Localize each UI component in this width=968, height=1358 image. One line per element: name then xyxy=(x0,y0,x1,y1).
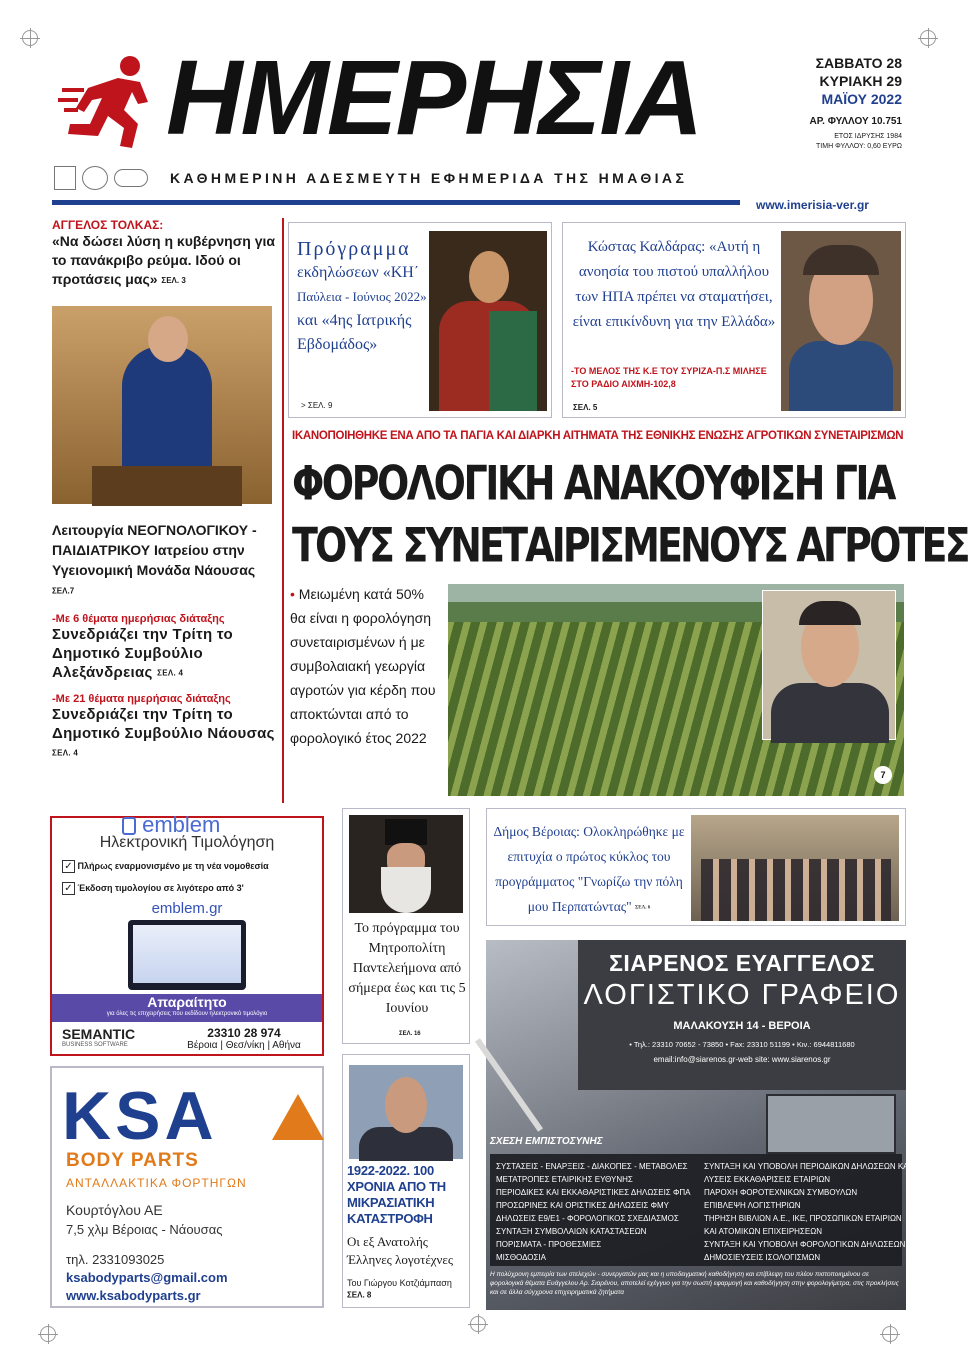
group-photo xyxy=(691,815,899,921)
main-headline[interactable] xyxy=(292,452,968,573)
masthead-subtitle: ΚΑΘΗΜΕΡΙΝΗ ΑΔΕΣΜΕΥΤΗ ΕΦΗΜΕΡΙΔΑ ΤΗΣ ΗΜΑΘΙΑΣ xyxy=(170,170,688,186)
ksa-body-parts: BODY PARTS xyxy=(66,1150,199,1171)
ksa-email[interactable]: ksabodyparts@gmail.com xyxy=(66,1270,228,1285)
asia-minor-sub: Οι εξ Ανατολής Έλληνες λογοτέχνες xyxy=(347,1234,454,1267)
emblem-check-text: Πλήρως εναρμονισμένο με τη νέα νομοθεσία xyxy=(77,861,269,871)
saint-paul-icon-image xyxy=(429,231,547,411)
photo-face xyxy=(385,1077,427,1133)
asia-minor-headline: 1922-2022. 100 ΧΡΟΝΙΑ ΑΠΟ ΤΗ ΜΙΚΡΑΣΙΑΤΙΚΗ ΚΑΤΑΣΤΡΟΦΗ xyxy=(347,1163,446,1226)
services-panel xyxy=(490,1154,930,1266)
services-left xyxy=(496,1160,696,1264)
emblem-ad[interactable] xyxy=(50,812,324,1056)
page-ref: ΣΕΛ. 4 xyxy=(157,668,184,678)
website-link[interactable]: www.imerisia-ver.gr xyxy=(756,198,869,212)
emblem-cities: Βέροια | Θεσ/νίκη | Αθήνα xyxy=(187,1040,301,1051)
story-headline[interactable] xyxy=(52,520,278,601)
program-line: εκδηλώσεων «ΚΗ΄ xyxy=(297,264,420,281)
page-ref: 7 xyxy=(874,766,892,784)
service-item: ΜΕΤΑΤΡΟΠΕΣ ΕΤΑΙΡΙΚΗΣ ΕΥΘΥΝΗΣ xyxy=(496,1175,633,1184)
emblem-check xyxy=(62,860,269,873)
photo-beard xyxy=(381,867,431,913)
service-item: ΠΑΡΟΧΗ ΦΟΡΟΤΕΧΝΙΚΩΝ ΣΥΜΒΟΥΛΩΝ xyxy=(704,1188,858,1197)
page-ref: ΣΕΛ. 3 xyxy=(161,275,186,285)
page-ref: ΣΕΛ. 6 xyxy=(635,905,651,911)
story-kicker: ΑΓΓΕΛΟΣ ΤΟΛΚΑΣ: xyxy=(52,218,164,232)
main-kicker: ΙΚΑΝΟΠΟΙΗΘΗΚΕ ΕΝΑ ΑΠΟ ΤΑ ΠΑΓΙΑ ΚΑΙ ΔΙΑΡΚΗ ΑΙΤΗΜΑΤΑ ΤΗΣ ΕΘΝΙΚΗΣ ΕΝΩΣΗΣ ΑΓΡΟΤΙΚΩΝ ΣΥΝΕΤΑΙΡΙΣΜΩΝ xyxy=(292,430,904,442)
service-item: ΕΠΙΒΛΕΨΗ ΛΟΓΙΣΤΗΡΙΩΝ xyxy=(704,1201,801,1210)
registration-mark-icon xyxy=(40,1326,56,1342)
emblem-check xyxy=(62,882,244,895)
badge-icon xyxy=(54,166,76,190)
podium xyxy=(92,466,242,506)
icon-cloak xyxy=(489,311,537,411)
emblem-logo-icon xyxy=(122,817,136,835)
page-ref: ΣΕΛ. 5 xyxy=(573,403,598,412)
story-headline-text: Συνεδριάζει την Τρίτη το Δημοτικό Συμβούλιο Νάουσας xyxy=(52,705,275,742)
pen-illustration xyxy=(475,1038,543,1132)
icon-head xyxy=(469,251,509,303)
founded-year: ΕΤΟΣ ΙΔΡΥΣΗΣ 1984 xyxy=(834,133,902,140)
program-line: Εβδομάδος» xyxy=(297,336,378,353)
program-line: Πρόγραμμα xyxy=(297,238,411,260)
person-head xyxy=(148,316,188,362)
left-column xyxy=(52,218,278,290)
masthead-title: ΗΜΕΡΗΣΙΑ xyxy=(166,39,702,157)
date-line: ΜΑΪΟΥ 2022 xyxy=(821,91,902,107)
story-kicker: -Με 21 θέματα ημερήσιας διάταξης xyxy=(52,692,231,705)
veria-text xyxy=(491,819,687,920)
ksa-web[interactable]: www.ksabodyparts.gr xyxy=(66,1288,201,1303)
page-ref: ΣΕΛ.7 xyxy=(52,586,75,596)
badge-icon xyxy=(82,166,108,190)
siarenos-office: ΛΟΓΙΣΤΙΚΟ ΓΡΑΦΕΙΟ xyxy=(583,979,901,1011)
veria-box[interactable] xyxy=(486,808,906,926)
services-right xyxy=(704,1160,930,1264)
page-ref: ΣΕΛ. 16 xyxy=(399,1031,421,1037)
veria-text-body: Δήμος Βέροιας: Ολοκληρώθηκε με επιτυχία ο πρώτος κύκλος του προγράμματος "Γνωρίζω την πόλη μου Περπατώντας" xyxy=(493,824,685,914)
asia-minor-author xyxy=(347,1277,471,1302)
story-headline-text: «Να δώσει λύση η κυβέρνηση για το πανάκριβο ρεύμα. Ιδού οι προτάσεις μας» xyxy=(52,233,276,287)
ksa-ad[interactable] xyxy=(50,1066,324,1308)
author-name: Του Γιώργου Κοτζιάμπαση xyxy=(347,1278,452,1288)
page-ref: ΣΕΛ. 8 xyxy=(347,1290,372,1300)
service-item: ΠΕΡΙΟΔΙΚΕΣ ΚΑΙ ΕΚΚΑΘΑΡΙΣΤΙΚΕΣ ΔΗΛΩΣΕΙΣ ΦΠΑ xyxy=(496,1188,691,1197)
program-text xyxy=(297,237,427,357)
main-headline-line: ΦΟΡΟΛΟΓΙΚΗ ΑΝΑΚΟΥΦΙΣΗ ΓΙΑ xyxy=(292,455,894,511)
siarenos-ad[interactable] xyxy=(486,940,930,1310)
service-item: ΣΥΝΤΑΞΗ ΣΥΜΒΟΛΑΙΩΝ ΚΑΤΑΣΤΑΣΕΩΝ xyxy=(496,1227,647,1236)
service-item: ΔΗΜΟΣΙΕΥΣΕΙΣ ΙΣΟΛΟΓΙΣΜΩΝ xyxy=(704,1253,821,1262)
tolkas-photo xyxy=(52,306,272,504)
monitor-illustration xyxy=(128,920,246,990)
monitor-screen xyxy=(133,925,241,983)
emblem-banner-sub: για όλες τις επιχειρήσεις που εκδίδουν ηλεκτρονικό τιμολόγιο xyxy=(106,1011,268,1017)
semantic-sub: BUSINESS SOFTWARE xyxy=(62,1042,128,1048)
photo-people xyxy=(701,859,891,921)
metropolitan-photo xyxy=(349,815,463,913)
page-ref: ΣΕΛ. 4 xyxy=(52,748,79,758)
service-item: ΣΥΝΤΑΞΗ ΚΑΙ ΥΠΟΒΟΛΗ ΠΕΡΙΟΔΙΚΩΝ ΔΗΛΩΣΕΩΝ ΚΑΙ ΗΠΑ xyxy=(704,1162,930,1171)
badge-icon xyxy=(114,169,148,187)
semantic-name: SEMANTIC xyxy=(62,1026,136,1042)
ksa-tagline: ΑΝΤΑΛΛΑΚΤΙΚΑ ΦΟΡΤΗΓΩΝ xyxy=(66,1176,247,1190)
masthead-badges xyxy=(54,166,150,192)
service-item: ΣΥΣΤΑΣΕΙΣ - ΕΝΑΡΞΕΙΣ - ΔΙΑΚΟΠΕΣ - ΜΕΤΑΒΟΛΕΣ xyxy=(496,1162,688,1171)
siarenos-footer: Η πολύχρονη εμπειρία των στελεχών - συνεργατών μας και η υποδειγματική καθοδήγηση και επίβλεψη του πλέον πιστοποιημένου σε φορολογικά θέματα Ευάγγελου Αρ. Σιαρένου, αποτελεί εχέγγυο για την σωστή εφαρμογή και καθοδήγηση στην φορολογίμετρα, στις προκλήσεις και σε άλλα σύγχρονα επιχειρηματικά ζητήματα xyxy=(490,1271,899,1296)
metropolitan-text: Το πρόγραμμα του Μητροπολίτη Παντελεήμονα από σήμερα έως και τις 5 Ιουνίου xyxy=(348,921,466,1016)
date-line: ΣΑΒΒΑΤΟ 28 xyxy=(815,55,902,71)
photo-shirt xyxy=(789,341,893,411)
inset-hair xyxy=(799,601,861,625)
service-item: ΠΡΟΣΩΡΙΝΕΣ ΚΑΙ ΟΡΙΣΤΙΚΕΣ ΔΗΛΩΣΕΙΣ ΦΜΥ xyxy=(496,1201,669,1210)
emblem-banner xyxy=(52,994,322,1022)
metropolitan-box[interactable] xyxy=(342,808,470,1044)
ksa-triangle-icon xyxy=(272,1094,324,1140)
emblem-phone: 23310 28 974 xyxy=(207,1026,281,1040)
masthead-date xyxy=(770,54,902,150)
ksa-phone: τηλ. 2331093025 xyxy=(66,1252,165,1267)
registration-mark-icon xyxy=(22,30,38,46)
emblem-check-text: Έκδοση τιμολογίου σε λιγότερο από 3' xyxy=(77,883,244,893)
masthead-rule xyxy=(52,200,740,205)
siarenos-address: ΜΑΛΑΚΟΥΣΗ 14 - ΒΕΡΟΙΑ xyxy=(673,1020,811,1032)
service-item: ΣΥΝΤΑΞΗ ΚΑΙ ΥΠΟΒΟΛΗ ΦΟΡΟΛΟΓΙΚΩΝ ΔΗΛΩΣΕΩΝ xyxy=(704,1240,906,1249)
program-line: Παύλεια - Ιούνιος 2022» xyxy=(297,289,427,304)
column-divider xyxy=(282,218,284,803)
program-line: και «4ης Ιατρικής xyxy=(297,312,412,329)
program-box[interactable] xyxy=(288,222,552,418)
issue-number: ΑΡ. ΦΥΛΛΟΥ 10.751 xyxy=(809,116,902,127)
story-headline-text: Λειτουργία ΝΕΟΓΝΟΛΟΓΙΚΟΥ - ΠΑΙΔΙΑΤΡΙΚΟΥ Ιατρείου στην Υγειονομική Μονάδα Νάουσας xyxy=(52,522,257,578)
emblem-url[interactable]: emblem.gr xyxy=(151,900,223,917)
main-body-text: Μειωμένη κατά 50% θα είναι η φορολόγηση συνεταιρισμένων ή με συμβολαιακή γεωργία αγροτών για κέρδη που αποκτώνται από το φορολογικό έτος 2022 xyxy=(290,586,436,746)
kaldaras-photo xyxy=(781,231,901,411)
kaldaras-kicker: -ΤΟ ΜΕΛΟΣ ΤΗΣ Κ.Ε ΤΟΥ ΣΥΡΙΖΑ-Π.Σ ΜΙΛΗΣΕ ΣΤΟ ΡΑΔΙΟ ΑΙΧΜΗ-102,8 xyxy=(571,366,767,389)
siarenos-trust: ΣΧΕΣΗ ΕΜΠΙΣΤΟΣΥΝΗΣ xyxy=(490,1136,603,1147)
checkbox-icon: ✓ xyxy=(62,860,75,873)
photo-hair xyxy=(803,245,879,275)
kaldaras-box[interactable] xyxy=(562,222,906,418)
siarenos-name: ΣΙΑΡΕΝΟΣ ΕΥΑΓΓΕΛΟΣ xyxy=(609,950,875,976)
photo-kalimavkion xyxy=(385,819,427,845)
price: ΤΙΜΗ ΦΥΛΛΟΥ: 0,60 ΕΥΡΩ xyxy=(816,143,902,150)
asia-minor-box[interactable] xyxy=(342,1054,470,1308)
registration-mark-icon xyxy=(470,1316,486,1332)
ksa-logo: KSA xyxy=(62,1078,218,1154)
siarenos-email: email:info@siarenos.gr-web site: www.siarenos.gr xyxy=(653,1055,831,1064)
bullet-icon: • xyxy=(290,586,295,602)
emblem-contact xyxy=(174,1026,314,1051)
emblem-brand-text: emblem xyxy=(142,812,221,837)
emblem-title: Ηλεκτρονική Τιμολόγηση xyxy=(99,834,275,851)
kaldaras-quote: Κώστας Καλδάρας: «Αυτή η ανοησία του πιστού υπαλλήλου των ΗΠΑ πρέπει να σταματήσει, είναι επικίνδυνη για την Ελλάδα» xyxy=(572,239,776,330)
service-item: ΠΟΡΙΣΜΑΤΑ - ΠΡΟΘΕΣΜΙΕΣ xyxy=(496,1240,602,1249)
registration-mark-icon xyxy=(920,30,936,46)
main-headline-line: ΤΟΥΣ ΣΥΝΕΤΑΙΡΙΣΜΕΝΟΥΣ ΑΓΡΟΤΕΣ xyxy=(292,517,968,573)
registration-mark-icon xyxy=(882,1326,898,1342)
runner-logo-icon xyxy=(58,52,162,152)
service-item: ΤΗΡΗΣΗ ΒΙΒΛΙΩΝ Α.Ε., ΙΚΕ, ΠΡΟΣΩΠΙΚΩΝ ΕΤΑΙΡΙΩΝ xyxy=(704,1214,902,1223)
inset-photo xyxy=(762,590,896,740)
author-photo xyxy=(349,1065,463,1159)
service-item: ΛΥΣΕΙΣ ΕΚΚΑΘΑΡΙΣΕΙΣ ΕΤΑΙΡΙΩΝ xyxy=(704,1175,831,1184)
story-headline[interactable] xyxy=(52,625,278,683)
inset-jacket xyxy=(771,683,889,743)
vineyard-photo xyxy=(448,584,904,796)
story-headline-text: Συνεδριάζει την Τρίτη το Δημοτικό Συμβούλιο Αλεξάνδρειας xyxy=(52,626,233,682)
emblem-banner-text: Απαραίτητο xyxy=(147,994,227,1010)
semantic-logo xyxy=(62,1026,135,1048)
service-item: ΚΑΙ ΑΤΟΜΙΚΩΝ ΕΠΙΧΕΙΡΗΣΕΩΝ xyxy=(704,1227,822,1236)
story-kicker: -Με 6 θέματα ημερήσιας διάταξης xyxy=(52,613,225,626)
story-headline[interactable] xyxy=(52,232,278,290)
main-body xyxy=(290,582,440,750)
page-ref: > ΣΕΛ. 9 xyxy=(301,401,333,410)
laptop-illustration xyxy=(766,1094,896,1154)
ksa-company: Κουρτόγλου ΑΕ xyxy=(66,1202,163,1218)
story-headline[interactable] xyxy=(52,705,278,763)
ksa-address: 7,5 χλμ Βέροιας - Νάουσας xyxy=(66,1222,223,1237)
date-line: ΚΥΡΙΑΚΗ 29 xyxy=(819,73,902,89)
siarenos-contacts: • Τηλ.: 23310 70652 - 73850 • Fax: 23310 51199 • Κιν.: 6944811680 xyxy=(629,1040,855,1049)
checkbox-icon: ✓ xyxy=(62,882,75,895)
service-item: ΜΙΣΘΟΔΟΣΙΑ xyxy=(496,1253,547,1262)
left-column-lower xyxy=(52,520,278,762)
siarenos-header xyxy=(578,940,906,1090)
service-item: ΔΗΛΩΣΕΙΣ Ε9/Ε1 - ΦΟΡΟΛΟΓΙΚΟΣ ΣΧΕΔΙΑΣΜΟΣ xyxy=(496,1214,679,1223)
